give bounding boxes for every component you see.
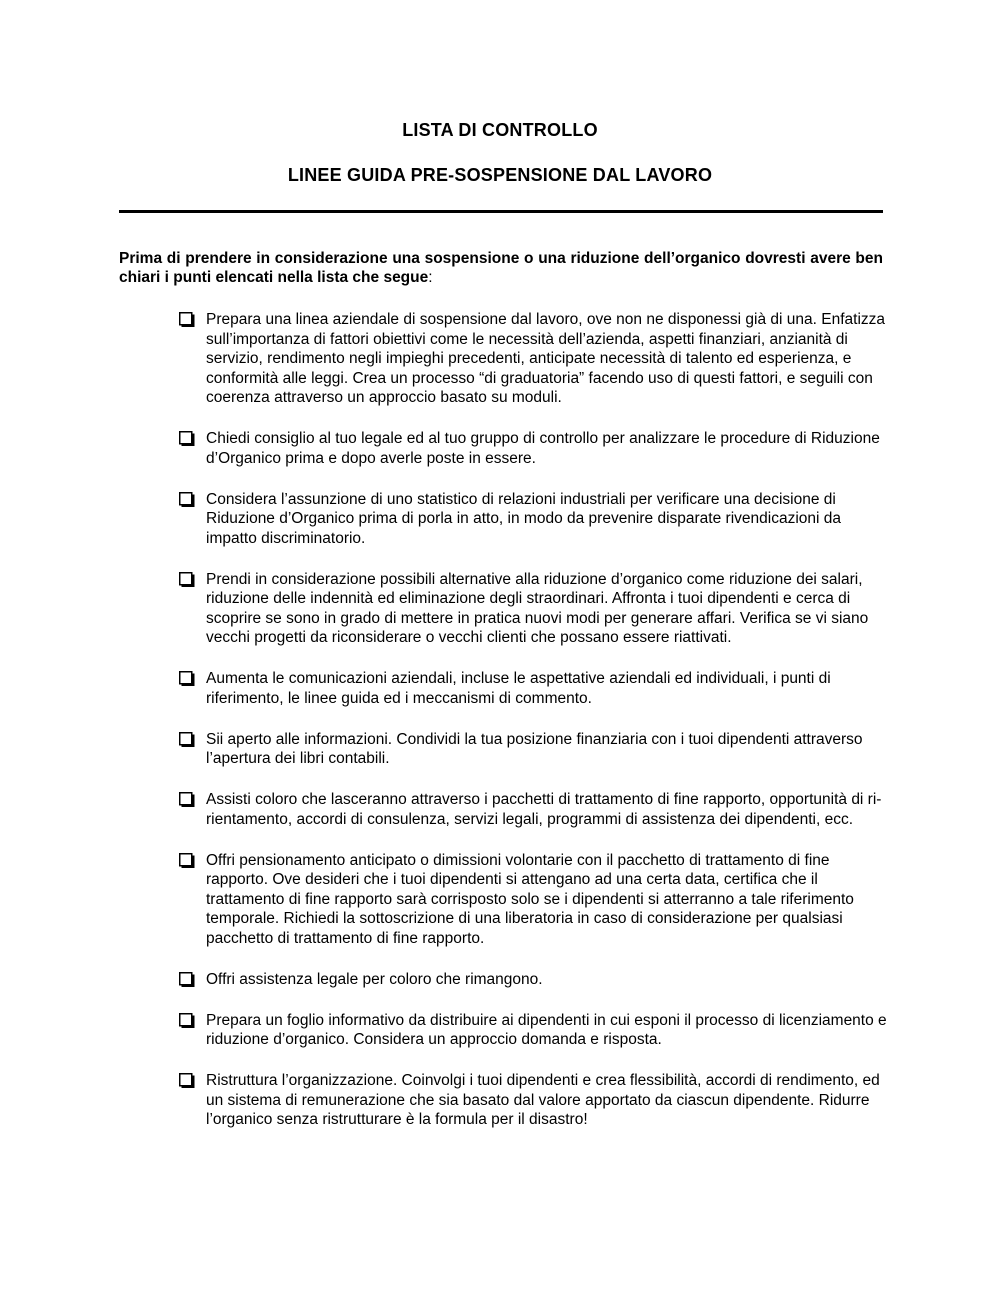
checklist-item-text: Ristruttura l’organizzazione. Coinvolgi i tuoi dipendenti e crea flessibilità, accordi di rendimento, ed un sistema di remunerazione che sia basato dal valore apportato da ciascun dipendente. Ridurre l’organico senza ristrutturare è la formula per il disastro! xyxy=(206,1072,880,1128)
checklist-item-text: Aumenta le comunicazioni aziendali, incluse le aspettative aziendali ed individuali, i punti di riferimento, le linee guida ed i meccanismi di commento. xyxy=(206,670,831,707)
checkbox-icon[interactable] xyxy=(179,972,195,987)
checklist-item-text: Prendi in considerazione possibili alternative alla riduzione d’organico come riduzione dei salari, riduzione delle indennità ed eliminazione degli straordinari. Affronta i tuoi dipendenti e cerca di scoprire se sono in grado di mettere in pratica nuovi modi per generare affari. Verifica se vi siano vecchi progetti da riconsiderare o vecchi clienti che possano essere riattivati. xyxy=(206,570,869,646)
checklist-item-text: Prepara una linea aziendale di sospensione dal lavoro, ove non ne disponessi già di una. Enfatizza sull’importanza di fattori obiettivi come le necessità dell’azienda, aspetti finanziari, anzianità di servizio, rendimento negli impieghi precedenti, anticipate necessità di talento ed esperienza, e conformità alle leggi. Crea un processo “di graduatoria” facendo uso di questi fattori, e seguili con coerenza attraverso un approccio basato su moduli. xyxy=(206,311,886,406)
checklist-item-text: Prepara un foglio informativo da distribuire ai dipendenti in cui esponi il processo di licenziamento e riduzione d’organico. Considera un approccio domanda e risposta. xyxy=(206,1011,887,1048)
checklist-item xyxy=(179,730,889,769)
title-divider xyxy=(119,210,883,213)
checklist xyxy=(179,310,889,1151)
checklist-item xyxy=(179,570,889,648)
intro-colon: : xyxy=(428,269,433,286)
document-title: LISTA DI CONTROLLO xyxy=(402,120,598,140)
checkbox-icon[interactable] xyxy=(179,572,195,587)
checklist-item-text: Sii aperto alle informazioni. Condividi la tua posizione finanziaria con i tuoi dipendenti attraverso l’apertura dei libri contabili. xyxy=(206,730,863,767)
checkbox-icon[interactable] xyxy=(179,492,195,507)
checklist-item-text: Offri pensionamento anticipato o dimissioni volontarie con il pacchetto di trattamento di fine rapporto. Ove desideri che i tuoi dipendenti si attengano ad una certa data, certifica che il trattamento di fine rapporto sarà corrisposto solo se i dipendenti si atterranno a tale riferimento temporale. Richiedi la sottoscrizione di una liberatoria in caso di considerazione per qualsiasi pacchetto di trattamento di fine rapporto. xyxy=(206,851,854,947)
checklist-item xyxy=(179,429,889,468)
checklist-item xyxy=(179,310,889,408)
checkbox-icon[interactable] xyxy=(179,792,195,807)
checklist-item xyxy=(179,490,889,549)
checkbox-icon[interactable] xyxy=(179,1073,195,1088)
intro-text: Prima di prendere in considerazione una sospensione o una riduzione dell’organico dovresti avere ben chiari i punti elencati nella lista che segue xyxy=(119,250,883,286)
checklist-item xyxy=(179,669,889,708)
checkbox-icon[interactable] xyxy=(179,1013,195,1028)
checkbox-icon[interactable] xyxy=(179,431,195,446)
document-subtitle: LINEE GUIDA PRE-SOSPENSIONE DAL LAVORO xyxy=(287,165,713,185)
intro-paragraph xyxy=(119,249,883,287)
checkbox-icon[interactable] xyxy=(179,671,195,686)
checklist-item-text: Assisti coloro che lasceranno attraverso i pacchetti di trattamento di fine rapporto, opportunità di ri-rientamento, accordi di consulenza, servizi legali, programmi di assistenza dei dipendenti, ecc. xyxy=(206,791,882,828)
checklist-item xyxy=(179,970,889,990)
checkbox-icon[interactable] xyxy=(179,312,195,327)
checklist-item-text: Offri assistenza legale per coloro che rimangono. xyxy=(206,970,543,988)
checklist-item xyxy=(179,851,889,949)
checklist-item xyxy=(179,1011,889,1050)
checklist-item-text: Chiedi consiglio al tuo legale ed al tuo gruppo di controllo per analizzare le procedure di Riduzione d’Organico prima e dopo averle poste in essere. xyxy=(206,430,880,467)
checklist-item xyxy=(179,1071,889,1130)
checkbox-icon[interactable] xyxy=(179,853,195,868)
checklist-item xyxy=(179,790,889,829)
checklist-item-text: Considera l’assunzione di uno statistico di relazioni industriali per verificare una decisione di Riduzione d’Organico prima di porla in atto, in modo da prevenire disparate rivendicazioni da impatto discriminatorio. xyxy=(206,490,841,547)
checkbox-icon[interactable] xyxy=(179,732,195,747)
